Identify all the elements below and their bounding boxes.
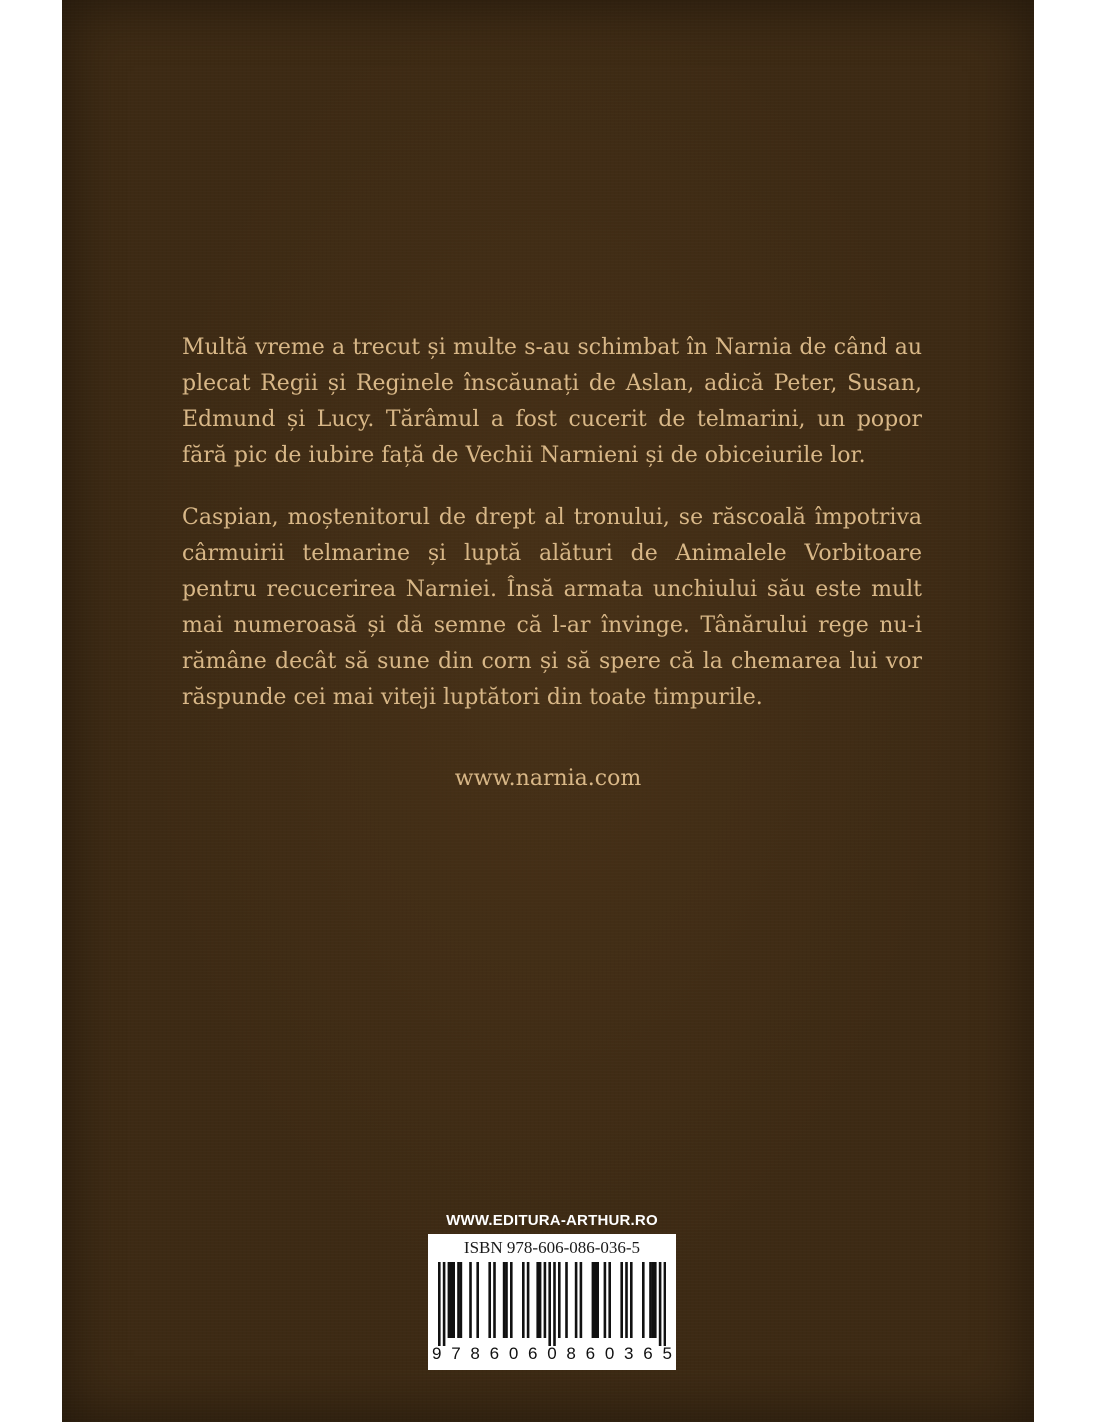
barcode-icon [438, 1262, 666, 1346]
barcode-bar [539, 1262, 542, 1338]
barcode-bar [565, 1262, 568, 1338]
barcode-digit: 8 [566, 1344, 576, 1363]
barcode-bar [493, 1262, 496, 1338]
barcode-digit: 3 [624, 1344, 634, 1363]
barcode-digit: 5 [662, 1344, 672, 1363]
barcode-digit: 6 [528, 1344, 538, 1363]
barcode-bar [594, 1262, 597, 1338]
barcode-bar [596, 1262, 599, 1338]
barcode-bar [604, 1262, 607, 1338]
barcode-bar [438, 1262, 441, 1346]
isbn-label: ISBN 978-606-086-036-5 [463, 1238, 641, 1257]
barcode-bar [443, 1262, 446, 1346]
barcode-digit: 8 [470, 1344, 480, 1363]
barcode-bar [510, 1262, 513, 1338]
barcode-digit: 0 [547, 1344, 557, 1363]
barcode-bar [460, 1262, 463, 1338]
barcode-bar [553, 1262, 556, 1346]
blurb-paragraph-1: Multă vreme a trecut și multe s-au schimbat în Narnia de când au plecat Regii și Reginele înscăunați de Aslan, adică Peter, Susan, Edmund și Lucy. Tărâmul a fost cucerit de telmarini, un popor fără pic de iubire față de Vechii Narnieni și de obiceiurile lor. [182, 335, 922, 468]
barcode-digit: 6 [643, 1344, 653, 1363]
barcode-bar [457, 1262, 460, 1338]
barcode-digit: 7 [451, 1344, 461, 1363]
barcode-bar [625, 1262, 628, 1338]
barcode-bar [630, 1262, 633, 1338]
barcode-bar [580, 1262, 583, 1338]
barcode-bar [476, 1262, 479, 1338]
barcode-bar [608, 1262, 611, 1338]
barcode-bar [652, 1262, 655, 1338]
barcode-bar [592, 1262, 595, 1338]
barcode-bar [450, 1262, 453, 1338]
barcode-digits [432, 1344, 672, 1364]
barcode-digit: 6 [585, 1344, 596, 1363]
barcode-digit: 6 [489, 1344, 500, 1363]
website-link: www.narnia.com [454, 766, 642, 791]
barcode-digit: 9 [432, 1344, 442, 1363]
barcode-bar [527, 1262, 530, 1338]
barcode-bar [544, 1262, 547, 1338]
barcode-bar [558, 1262, 561, 1338]
barcode-bar [548, 1262, 551, 1346]
barcode-bar [649, 1262, 652, 1338]
barcode-bar [488, 1262, 491, 1338]
barcode-bar [659, 1262, 662, 1346]
barcode-bar [664, 1262, 666, 1346]
barcode-digit: 0 [508, 1344, 519, 1363]
publisher-url: WWW.EDITURA-ARTHUR.RO [446, 1212, 658, 1229]
barcode-bar [654, 1262, 657, 1338]
barcode-bar [469, 1262, 472, 1338]
barcode-bar [642, 1262, 645, 1338]
barcode-bar [448, 1262, 451, 1338]
barcode-bar [503, 1262, 506, 1338]
barcode-bar [522, 1262, 525, 1338]
book-blurb [182, 330, 922, 742]
barcode-bar [452, 1262, 455, 1338]
barcode-bar [575, 1262, 578, 1338]
barcode-bar [620, 1262, 623, 1338]
blurb-paragraph-2: Caspian, moștenitorul de drept al tronului, se răscoală împotriva cârmuirii telmarine și luptă alături de Animalele Vorbitoare pentru recucerirea Narniei. Însă armata unchiului său este mult mai numeroasă și dă semne că l-ar învinge. Tânărului rege nu-i rămâne decât să sune din corn și să spere că la chemarea lui vor răspunde cei mai viteji luptători din toate timpurile. [182, 505, 922, 710]
isbn-barcode-block [428, 1234, 676, 1370]
barcode-digit: 0 [604, 1344, 615, 1363]
barcode-bar [505, 1262, 508, 1338]
barcode-bar [536, 1262, 539, 1338]
back-cover [62, 0, 1034, 1422]
